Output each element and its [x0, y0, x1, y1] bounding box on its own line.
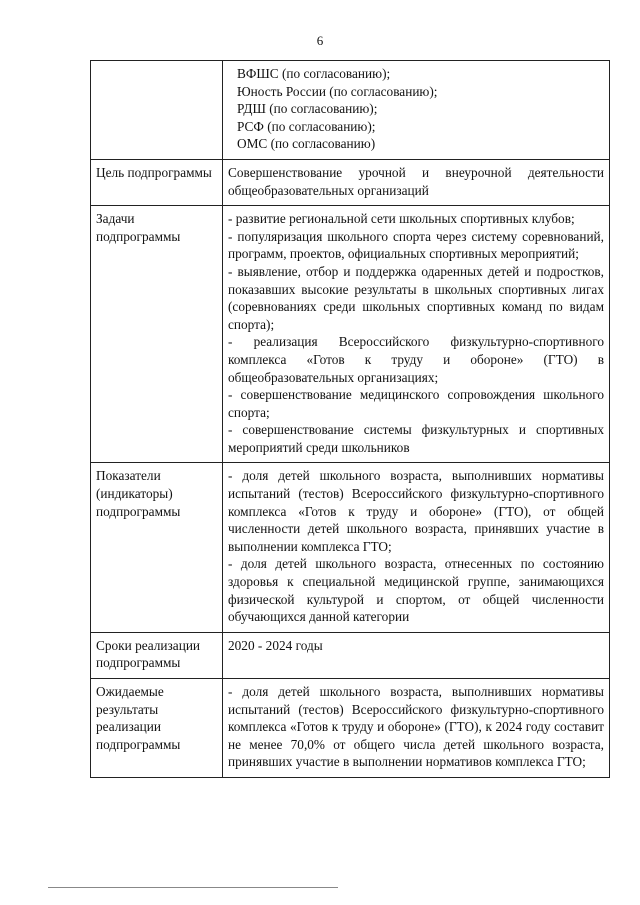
partner-item: РСФ (по согласованию); — [237, 118, 376, 134]
page-number: 6 — [316, 33, 324, 48]
partner-item: Юность России (по согласованию); — [237, 83, 438, 99]
goal-content — [223, 159, 610, 205]
goal-text: Совершенствование урочной и внеурочной деятельности общеобразовательных организаций — [228, 164, 604, 198]
timeline-content — [223, 632, 610, 678]
indicators-content — [223, 463, 610, 632]
table-row — [91, 206, 610, 463]
indicator-item: - доля детей школьного возраста, выполнивших нормативы испытаний (тестов) Всероссийского физкультурно-спортивного комплекса «Готов к труду и обороне» (ГТО), от общей численности детей школьного возраста, принявших участие в выполнении комплекса ГТО; — [228, 468, 604, 554]
task-item: - развитие региональной сети школьных спортивных клубов; — [228, 211, 575, 227]
row-label-tasks: Задачи подпрограммы — [91, 206, 223, 463]
task-item: - реализация Всероссийского физкультурно-спортивного комплекса «Готов к труду и обороне» (ГТО) в общеобразовательных организациях; — [228, 334, 604, 385]
row-label-expected-results: Ожидаемые результаты реализации подпрограммы — [91, 679, 223, 778]
task-item: - выявление, отбор и поддержка одаренных детей и подростков, показавших высокие результаты в школьных спортивных лигах (соревнованиях среди школьных спортивных команд по видам спорта); — [228, 263, 604, 332]
table-row — [91, 632, 610, 678]
footer-divider — [48, 887, 338, 888]
table-row — [91, 679, 610, 778]
task-item: - популяризация школьного спорта через систему соревнований, программ, проектов, официальных спортивных мероприятий; — [228, 228, 604, 262]
row-label-timeline: Сроки реализации подпрограммы — [91, 632, 223, 678]
timeline-text: 2020 - 2024 годы — [228, 637, 323, 653]
table-row — [91, 463, 610, 632]
subprogram-passport-table — [90, 60, 610, 778]
row-label-indicators: Показатели (индикаторы) подпрограммы — [91, 463, 223, 632]
partner-item: ВФШС (по согласованию); — [237, 66, 391, 81]
partner-item: ОМС (по согласованию) — [237, 136, 376, 152]
task-item: - совершенствование системы физкультурных и спортивных мероприятий среди школьников — [228, 422, 604, 455]
partner-item: РДШ (по согласованию); — [237, 101, 378, 117]
table-row — [91, 159, 610, 205]
result-item: - доля детей школьного возраста, выполнивших нормативы испытаний (тестов) Всероссийского физкультурно-спортивного комплекса «Готов к труду и обороне» (ГТО), к 2024 году составит не менее 70,0% от общего числа детей школьного возраста, принявших участие в выполнении нормативов комплекса ГТО; — [228, 684, 604, 770]
tasks-content — [223, 206, 610, 463]
task-item: - совершенствование медицинского сопровождения школьного спорта; — [228, 387, 604, 420]
partners-list — [223, 61, 610, 160]
table-row — [91, 61, 610, 160]
indicator-item: - доля детей школьного возраста, отнесенных по состоянию здоровья к специальной медицинской группе, занимающихся физической культурой и спортом, от общей численности обучающихся данной категории — [228, 556, 604, 625]
expected-results-content — [223, 679, 610, 778]
row-label-empty — [91, 61, 223, 160]
row-label-goal: Цель подпрограммы — [91, 159, 223, 205]
